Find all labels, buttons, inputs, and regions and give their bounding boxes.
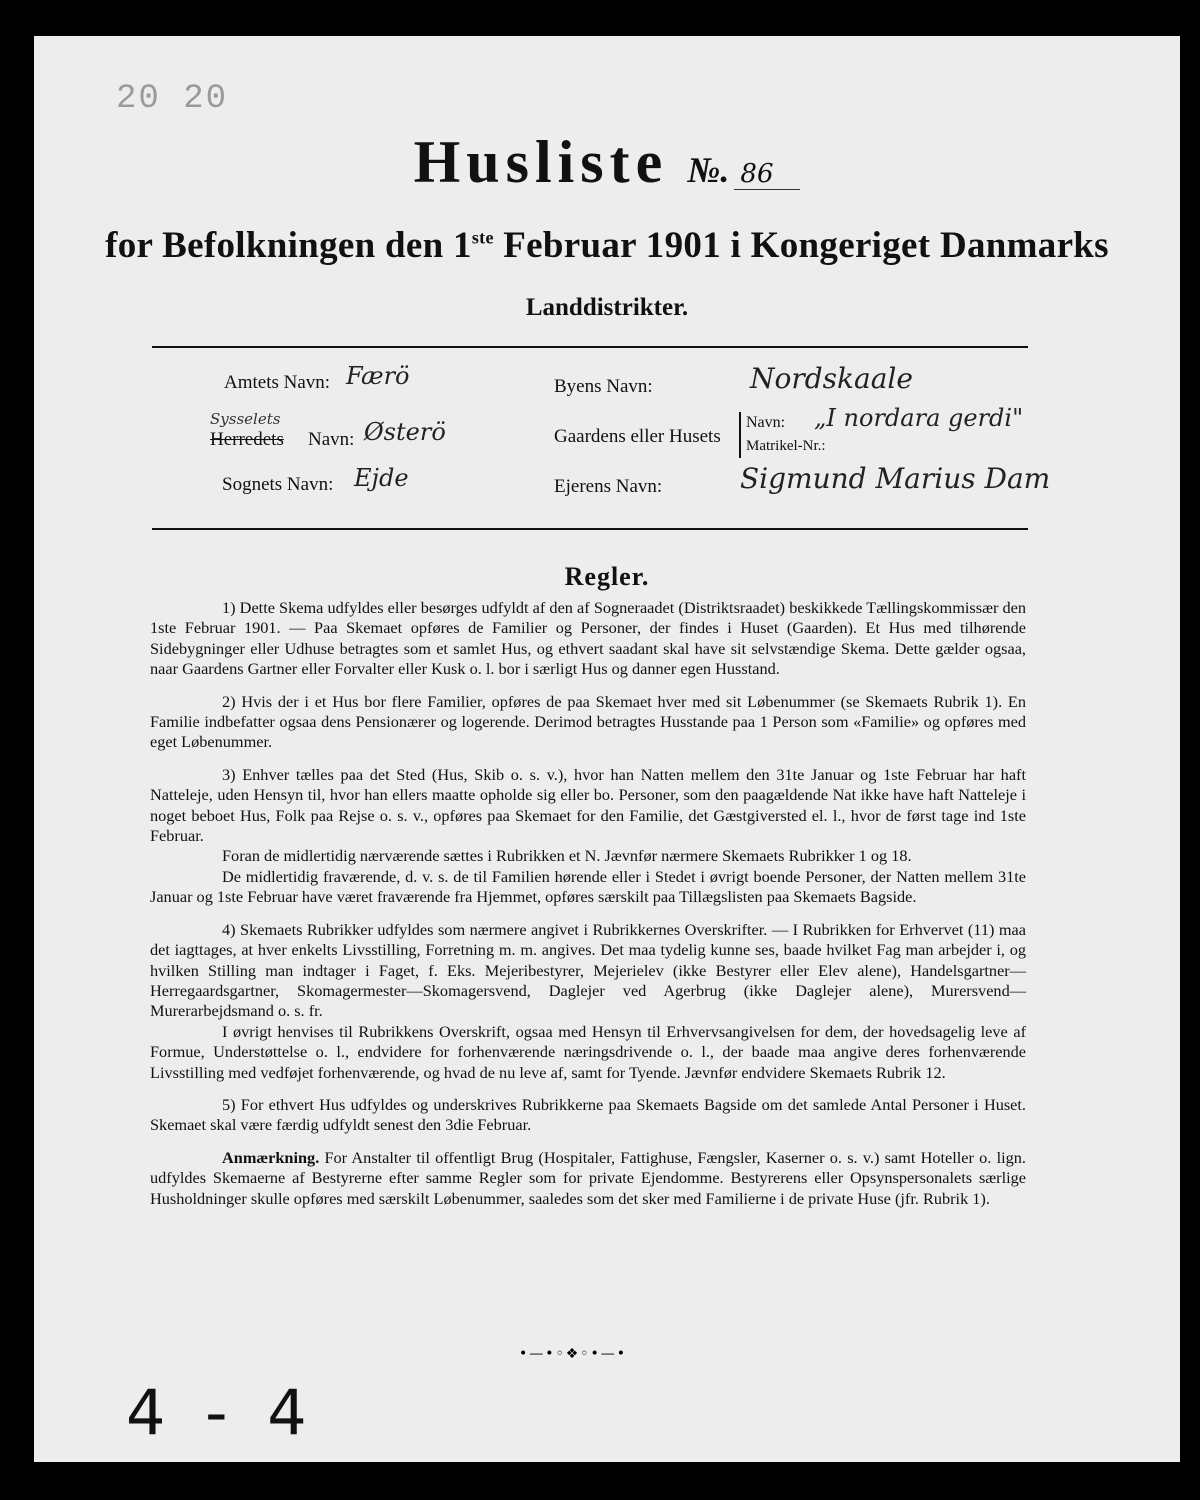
rules-heading: Regler. <box>564 562 650 591</box>
ejer-label: Ejerens Navn: <box>554 476 663 497</box>
rule-4: 4) Skemaets Rubrikker udfyldes som nærmere angivet i Rubrikkernes Overskrifter. — I Rubrikken for Erhvervet (11) maa det iagttages, at hver enkelts Livsstilling, Forretning m. m. angives. Det maa tydelig kunne ses, baade hvilket Fag man arbejder i, og hvilken Stilling man indtager i Faget, f. Eks. Mejeribestyrer, Mejerielev (ikke Bestyrer eller Elev alene), Handelsgartner—Herregaardsgartner, Skomagermester—Skomagersvend, Daglejer ved Agerbrug (ikke Daglejer alene), Murersvend—Murerarbejdsmand o. s. fr. <box>150 919 1026 1021</box>
herred-label: Navn: <box>308 429 355 450</box>
form-title: Husliste <box>413 129 669 195</box>
title-row <box>34 128 1180 197</box>
rule-5: 5) For ethvert Hus udfyldes og underskrives Rubrikkerne paa Skemaets Bagside om det samlede Antal Personer i Huset. Skemaet skal være færdig udfyldt senest den 3die Februar. <box>150 1094 1026 1135</box>
rules-body <box>150 598 1026 1221</box>
pencil-note: 4 - 4 <box>126 1376 317 1449</box>
ejer-value: Sigmund Marius Dam <box>740 462 1051 495</box>
navn-label: Navn: <box>746 414 786 431</box>
rule-4-continued: I øvrigt henvises til Rubrikkens Overskrift, ogsaa med Hensyn til Erhvervsangivelsen for dem, der hovedsagelig leve af Formue, Understøttelse o. l., endvidere for forhenværende næringsdrivende o. l., der baade maa angive deres forhenværende Livsstilling med vedføjet forhenværende, og hvad de nu leve af, samt for Tyende. Jævnfør endvidere Skemaets Rubrik 12. <box>150 1021 1026 1082</box>
house-number-value: 86 <box>734 159 800 190</box>
sogn-label: Sognets Navn: <box>222 474 334 495</box>
subtitle-sup: ste <box>471 227 494 248</box>
gaard-label: Gaardens eller Husets <box>554 426 721 447</box>
rule-1: 1) Dette Skema udfyldes eller besørges udfyldt af den af Sogneraadet (Distriktsraadet) beskikkede Tællingskommissær den 1ste Februar 1901. — Paa Skemaet opføres de Familier og Personer, der findes i Huset (Gaarden). Et Hus med tilhørende Sidebygninger eller Udhuse betragtes som et samlet Hus, og ethvert saadant skal have sit selvstændige Skema. Dette gælder ogsaa, naar Gaardens Gartner eller Forvalter eller Kusk o. l. bor i særligt Hus og danner egen Husstand. <box>150 598 1026 679</box>
note-label: Anmærkning. <box>222 1147 320 1167</box>
herred-value: Østerö <box>364 418 446 446</box>
subtitle-pre: for Befolkningen den 1 <box>105 225 472 266</box>
amt-label: Amtets Navn: <box>224 372 331 393</box>
number-label: №. <box>687 150 730 190</box>
bottom-rule <box>152 528 1028 530</box>
subtitle-post: Februar 1901 i Kongeriget Danmarks <box>493 225 1109 266</box>
navn-value: „I nordara gerdi" <box>814 404 1024 432</box>
rule-3-foran: Foran de midlertidig nærværende sættes i Rubrikken et N. Jævnfør nærmere Skemaets Rubrikker 1 og 18. <box>222 846 912 866</box>
note-text: For Anstalter til offentligt Brug (Hospitaler, Fattighuse, Fængsler, Kaserner o. s. v.) samt Hoteller o. lign. udfyldes Skemaerne af Bestyrerne efter samme Regler som for private Ejendomme. Bestyrerens eller Opsynspersonalets særlige Husholdninger skulle opføres med særskilt Løbenummer, saaledes som det sker med Familierne i de private Huse (jfr. Rubrik 1). <box>150 1147 1026 1208</box>
note-paragraph <box>150 1148 1026 1209</box>
census-form-page <box>34 36 1180 1462</box>
sogn-value: Ejde <box>354 464 409 492</box>
matrikel-label: Matrikel-Nr.: <box>746 438 826 454</box>
rule-2: 2) Hvis der i et Hus bor flere Familier, opføres de paa Skemaet hver med sit Løbenummer (se Skemaets Rubrik 1). En Familie indbefatter ogsaa dens Pensionærer og logerende. Derimod betragtes Husstande paa 1 Person som «Familie» og opføres med eget Løbenummer. <box>150 691 1026 752</box>
by-value: Nordskaale <box>750 362 913 395</box>
by-label: Byens Navn: <box>554 376 653 397</box>
herred-struck-label: Herredets <box>210 429 284 450</box>
bracket-line <box>739 412 741 458</box>
ornament-divider: •—•◦❖◦•—• <box>518 1346 628 1362</box>
district-heading: Landdistrikter. <box>525 294 689 321</box>
form-subtitle <box>34 224 1180 267</box>
rule-3-fravaerende: De midlertidig fraværende, d. v. s. de til Familien hørende eller i Stedet i øvrigt boende Personer, der Natten mellem 31te Januar og 1ste Februar have været fraværende fra Hjemmet, opføres særskilt paa Tillægslisten paa Skemaets Bagside. <box>150 866 1026 907</box>
amt-value: Færö <box>346 362 410 390</box>
top-rule <box>152 346 1028 348</box>
herred-above-text: Sysselets <box>210 410 281 428</box>
archive-stamp: 20 20 <box>116 80 229 118</box>
rule-3: 3) Enhver tælles paa det Sted (Hus, Skib o. s. v.), hvor han Natten mellem den 31te Januar og 1ste Februar har haft Natteleje, uden Hensyn til, hvor han ellers maatte opholde sig eller bo. Personer, som den paagældende Nat ikke have haft Natteleje i noget beboet Hus, Folk paa Rejse o. s. v., opføres paa Skemaet for den Familie, det Gæstgiversted el. l., hvor de først tage ind 1ste Februar. <box>150 764 1026 846</box>
